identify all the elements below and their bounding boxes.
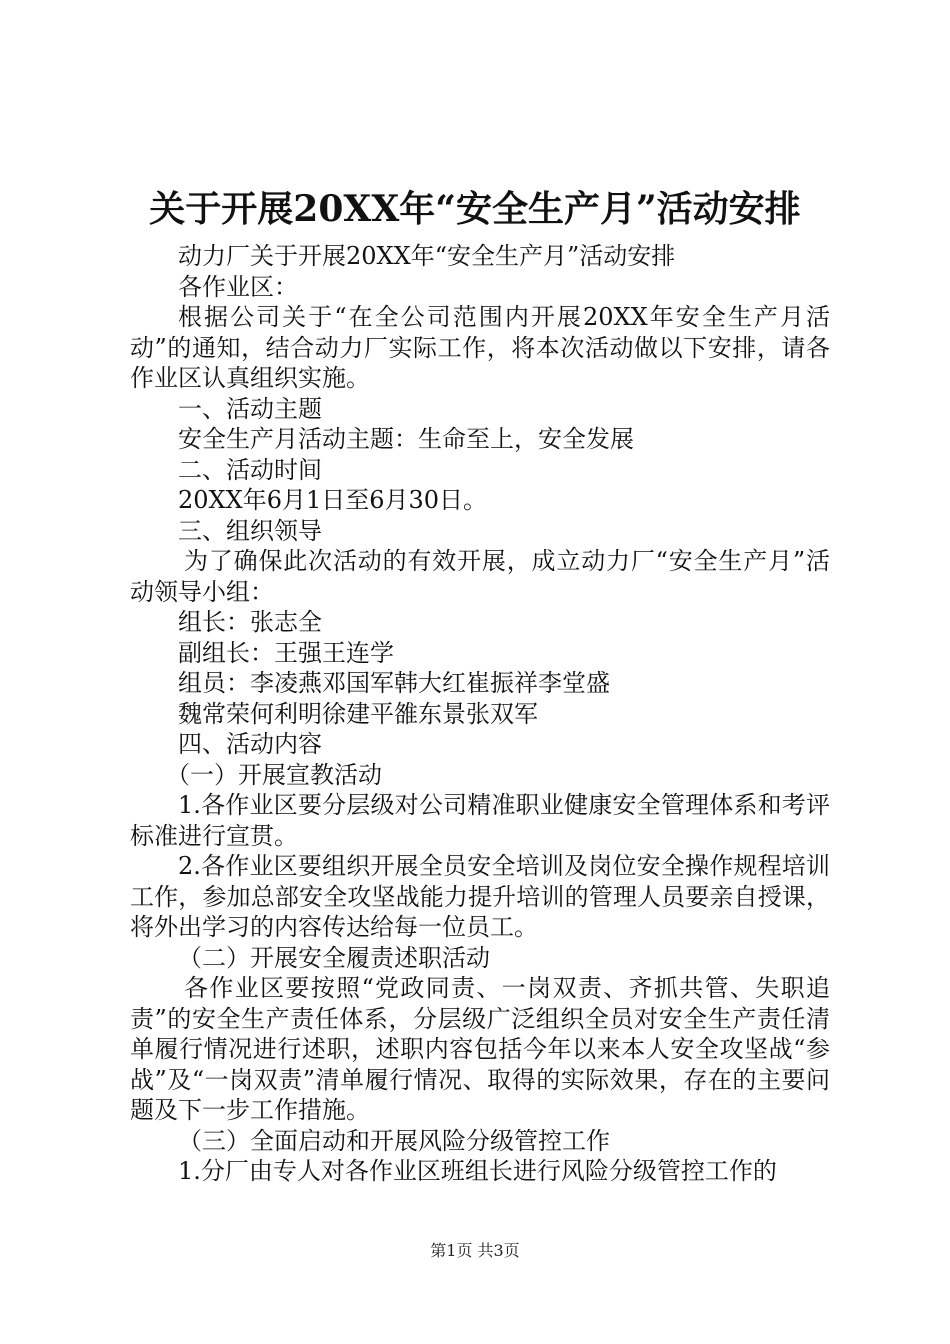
paragraph-members-continued: 魏常荣何利明徐建平雒东景张双军	[178, 699, 538, 728]
paragraph-item-3-1: 1.分厂由专人对各作业区班组长进行风险分级管控工作的	[178, 1157, 777, 1185]
page-footer: 第1页 共3页	[430, 1241, 520, 1260]
heading-section-4: 四、活动内容	[178, 730, 322, 758]
paragraph-intro: 根据公司关于“在全公司范围内开展20XX年安全生产月活动”的通知，结合动力厂实际工作，将本次活动做以下安排，请各作业区认真组织实施。	[130, 303, 830, 392]
paragraph-salutation: 各作业区：	[178, 272, 298, 301]
paragraph-item-1-2: 2.各作业区要组织开展全员安全培训及岗位安全操作规程培训工作，参加总部安全攻坚战能力提升培训的管理人员要亲自授课，将外出学习的内容传达给每一位员工。	[130, 852, 830, 941]
heading-section-2: 二、活动时间	[178, 455, 322, 484]
paragraph-subtitle: 动力厂关于开展20XX年“安全生产月”活动安排	[178, 242, 676, 270]
heading-section-3: 三、组织领导	[178, 516, 322, 545]
subheading-1: （一）开展宣教活动	[166, 760, 382, 789]
paragraph-theme: 安全生产月活动主题：生命至上，安全发展	[178, 425, 634, 453]
paragraph-deputy-leader: 副组长：王强王连学	[178, 638, 394, 667]
subheading-2: （二）开展安全履责述职活动	[178, 943, 490, 972]
paragraph-leadership: 为了确保此次活动的有效开展，成立动力厂“安全生产月”活动领导小组：	[130, 547, 830, 606]
paragraph-duty-report: 各作业区要按照“党政同责、一岗双责、齐抓共管、失职追责”的安全生产责任体系，分层级广泛组织全员对安全生产责任清单履行情况进行述职，述职内容包括今年以来本人安全攻坚战“参战”及“一岗双责”清单履行情况、取得的实际效果，存在的主要问题及下一步工作措施。	[130, 974, 830, 1124]
document-title: 关于开展20XX年“安全生产月”活动安排	[149, 188, 801, 230]
document-body	[130, 241, 830, 1187]
heading-section-1: 一、活动主题	[178, 394, 322, 423]
paragraph-leader: 组长：张志全	[178, 608, 322, 636]
paragraph-item-1-1: 1.各作业区要分层级对公司精准职业健康安全管理体系和考评标准进行宣贯。	[130, 791, 830, 850]
paragraph-members: 组员：李凌燕邓国军韩大红崔振祥李堂盛	[178, 669, 610, 697]
paragraph-time: 20XX年6月1日至6月30日。	[178, 486, 488, 514]
subheading-3: （三）全面启动和开展风险分级管控工作	[178, 1126, 610, 1155]
